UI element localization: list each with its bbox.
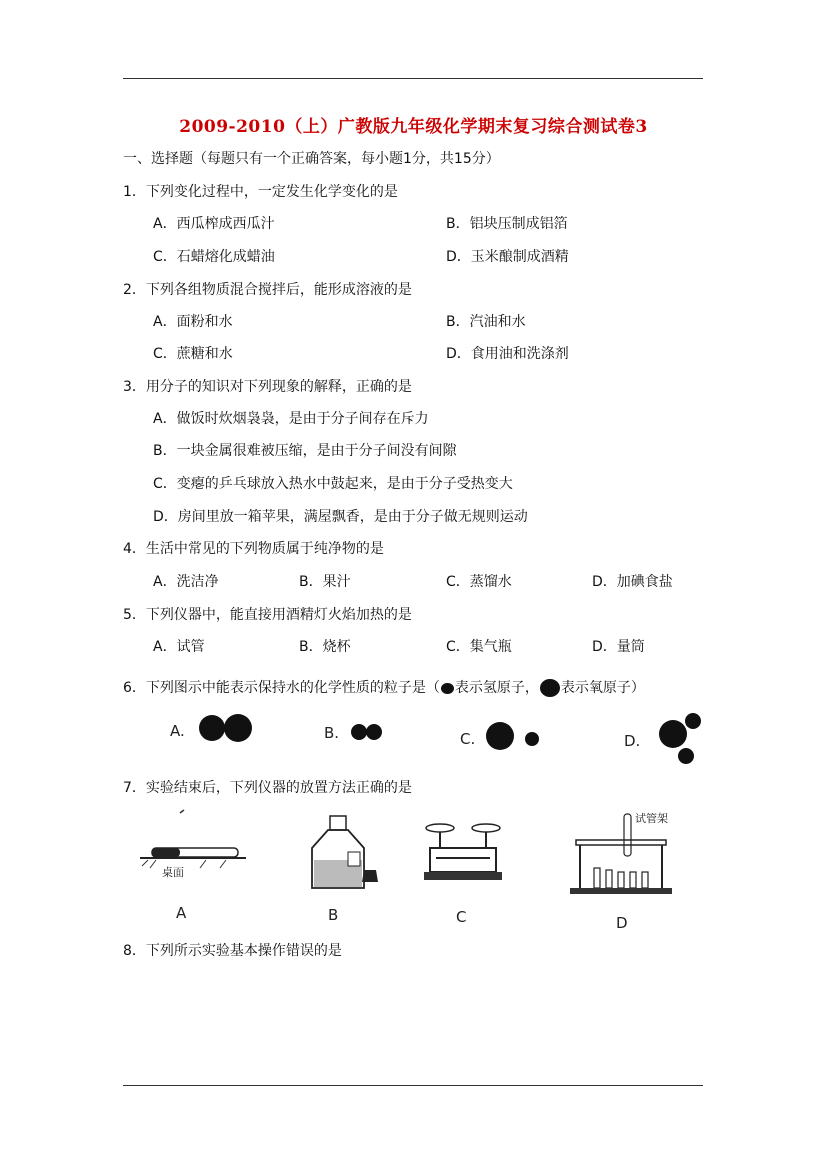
q6-stem <box>123 679 645 697</box>
q3-option-b: B．一块金属很难被压缩，是由于分子间没有间隙 <box>153 443 457 459</box>
q6-c-atom-1 <box>486 722 514 750</box>
q6-a-atom-1 <box>199 715 225 741</box>
q6-b-atom-2 <box>366 724 382 740</box>
q3-stem: 3．用分子的知识对下列现象的解释，正确的是 <box>123 379 412 395</box>
q6-stem-part1: 6．下列图示中能表示保持水的化学性质的粒子是（ <box>123 680 440 696</box>
hydrogen-atom-icon <box>441 683 454 694</box>
q7-c-balance <box>424 824 502 926</box>
page-title: 2009-2010（上）广教版九年级化学期末复习综合测试卷3 <box>179 117 648 137</box>
top-rule <box>123 78 703 79</box>
q2-option-a: A．面粉和水 <box>153 314 233 330</box>
q6-d-atom-1 <box>659 720 687 748</box>
q2-option-d: D．食用油和洗涤剂 <box>446 346 569 362</box>
oxygen-atom-icon <box>540 679 560 697</box>
q8-stem: 8．下列所示实验基本操作错误的是 <box>123 943 342 959</box>
q7-stem: 7．实验结束后，下列仪器的放置方法正确的是 <box>123 780 412 796</box>
q6-d-atom-3 <box>678 748 694 764</box>
q1-option-b: B．铝块压制成铝箔 <box>446 216 568 232</box>
q6-a-atom-2 <box>224 714 252 742</box>
q1-option-a: A．西瓜榨成西瓜汁 <box>153 216 275 232</box>
q7-label-c: C <box>456 908 467 926</box>
q7-d-test-tube-rack <box>570 811 672 932</box>
q7-label-a: A <box>176 904 187 922</box>
q2-option-c: C．蔗糖和水 <box>153 346 233 362</box>
q7-label-b: B <box>328 906 339 924</box>
q1-option-d: D．玉米酿制成酒精 <box>446 249 569 265</box>
q6-molecule-figure <box>160 706 705 768</box>
q6-c-atom-2 <box>525 732 539 746</box>
q6-stem-part3: 表示氧原子） <box>560 680 645 696</box>
q2-option-b: B．汽油和水 <box>446 314 526 330</box>
q4-stem: 4．生活中常见的下列物质属于纯净物的是 <box>123 541 384 557</box>
q6-d-atom-2 <box>685 713 701 729</box>
q7-apparatus-figure <box>140 808 705 933</box>
q7-b-reagent-bottle <box>312 816 378 924</box>
q5-option-a: A．试管 <box>153 639 205 655</box>
q5-option-c: C．集气瓶 <box>446 639 512 655</box>
q5-option-d: D．量筒 <box>592 639 645 655</box>
q1-option-c: C．石蜡熔化成蜡油 <box>153 249 275 265</box>
q5-stem: 5．下列仪器中，能直接用酒精灯火焰加热的是 <box>123 607 412 623</box>
q6-label-d: D. <box>624 732 641 750</box>
q2-stem: 2．下列各组物质混合搅拌后，能形成溶液的是 <box>123 282 412 298</box>
q7-table-label: 桌面 <box>162 866 184 879</box>
q7-a-test-tube-on-table <box>140 810 246 922</box>
q6-label-c: C. <box>460 730 476 748</box>
q4-option-d: D．加碘食盐 <box>592 574 673 590</box>
q6-stem-part2: 表示氢原子， <box>454 680 539 696</box>
bottom-rule <box>123 1085 703 1086</box>
q1-stem: 1．下列变化过程中，一定发生化学变化的是 <box>123 184 398 200</box>
q7-rack-label: 试管架 <box>635 812 668 825</box>
q6-b-atom-1 <box>351 724 367 740</box>
q4-option-c: C．蒸馏水 <box>446 574 512 590</box>
q4-option-b: B．果汁 <box>299 574 351 590</box>
q6-label-a: A. <box>170 722 185 740</box>
q4-option-a: A．洗洁净 <box>153 574 219 590</box>
q5-option-b: B．烧杯 <box>299 639 351 655</box>
q6-label-b: B. <box>324 724 340 742</box>
q3-option-c: C．变瘪的乒乓球放入热水中鼓起来，是由于分子受热变大 <box>153 476 513 492</box>
q3-option-d: D．房间里放一箱苹果，满屋飘香，是由于分子做无规则运动 <box>153 509 528 525</box>
q3-option-a: A．做饭时炊烟袅袅，是由于分子间存在斥力 <box>153 411 429 427</box>
q7-label-d: D <box>616 914 628 932</box>
section-heading: 一、选择题（每题只有一个正确答案，每小题1分，共15分） <box>123 151 500 167</box>
